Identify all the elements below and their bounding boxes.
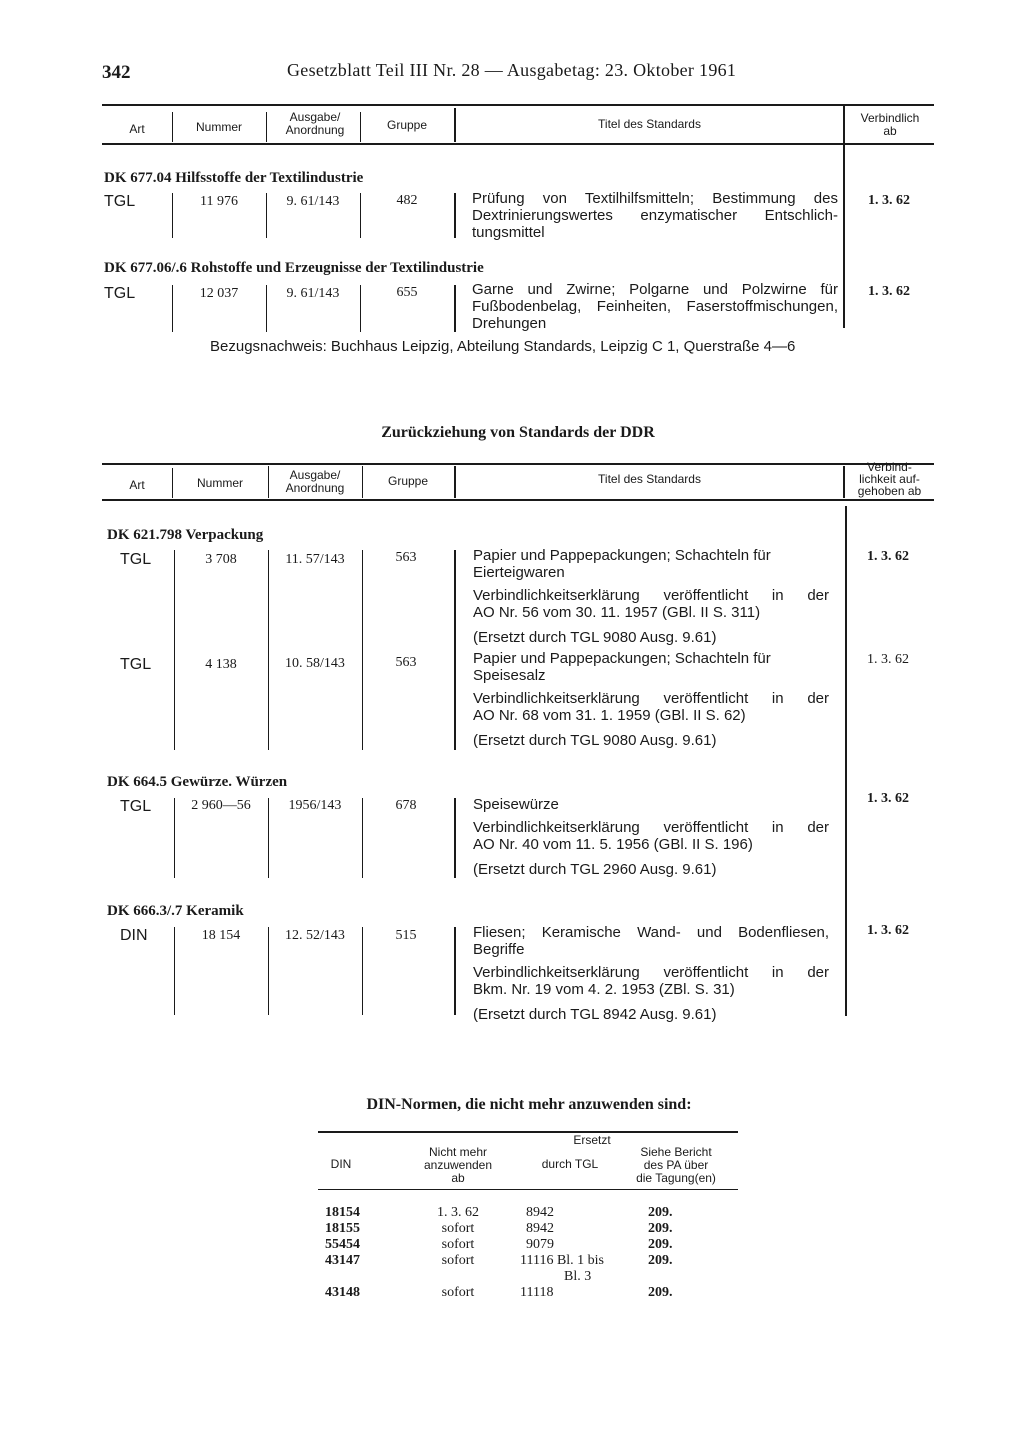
din-tgl-column: 8942 8942 9079 11116 Bl. 1 bis Bl. 3 11118 bbox=[520, 1205, 605, 1300]
withdrawal-heading: Zurückziehung von Standards der DDR bbox=[381, 424, 655, 441]
col-nicht-mehr: Nicht mehr anzuwenden ab bbox=[423, 1145, 493, 1185]
col-verbindlich: Verbindlich ab bbox=[860, 111, 920, 138]
col-aufgehoben: Verbind- lichkeit auf- gehoben ab bbox=[857, 460, 922, 498]
col-titel: Titel des Standards bbox=[598, 117, 701, 131]
table-row: 43147 bbox=[325, 1253, 360, 1268]
table-row: 18154 bbox=[325, 1205, 360, 1220]
col-gruppe: Gruppe bbox=[387, 474, 429, 488]
col-durch-tgl: durch TGL bbox=[541, 1157, 599, 1171]
col-nummer: Nummer bbox=[196, 476, 243, 490]
din-heading: DIN-Normen, die nicht mehr anzuwenden sind: bbox=[366, 1096, 692, 1113]
table-row: 43148 bbox=[325, 1285, 360, 1300]
col-ersetzt: Ersetzt bbox=[573, 1133, 611, 1147]
page-header-title: Gesetzblatt Teil III Nr. 28 — Ausgabetag: 23. Oktober 1961 bbox=[287, 60, 737, 80]
section-heading: DK 677.04 Hilfsstoffe der Textilindustrie bbox=[104, 170, 364, 186]
section-heading: DK 666.3/.7 Keramik bbox=[107, 903, 244, 919]
din-number-column bbox=[325, 1205, 360, 1301]
col-nummer: Nummer bbox=[195, 120, 242, 134]
col-din: DIN bbox=[330, 1157, 352, 1171]
col-ausgabe: Ausgabe/ Anordnung bbox=[285, 110, 345, 137]
col-titel: Titel des Standards bbox=[598, 472, 701, 486]
table-row: 18155 bbox=[325, 1221, 360, 1236]
col-gruppe: Gruppe bbox=[386, 118, 428, 132]
section-heading: DK 677.06/.6 Rohstoffe und Erzeugnisse der Textilindustrie bbox=[104, 260, 484, 276]
col-bericht: Siehe Bericht des PA über die Tagung(en) bbox=[636, 1145, 716, 1185]
col-art: Art bbox=[129, 478, 145, 492]
col-ausgabe: Ausgabe/ Anordnung bbox=[285, 468, 345, 495]
col-art: Art bbox=[129, 122, 145, 136]
page-number: 342 bbox=[102, 62, 131, 83]
section-heading: DK 621.798 Verpackung bbox=[107, 527, 264, 543]
section-heading: DK 664.5 Gewürze. Würzen bbox=[107, 774, 288, 790]
din-ab-column: 1. 3. 62 sofort sofort sofort sofort bbox=[437, 1205, 479, 1300]
table-row: 55454 bbox=[325, 1237, 360, 1252]
din-bericht-column: 209. 209. 209. 209. 209. bbox=[648, 1205, 673, 1300]
bezugsnachweis: Bezugsnachweis: Buchhaus Leipzig, Abteilung Standards, Leipzig C 1, Querstraße 4—6 bbox=[210, 338, 796, 355]
